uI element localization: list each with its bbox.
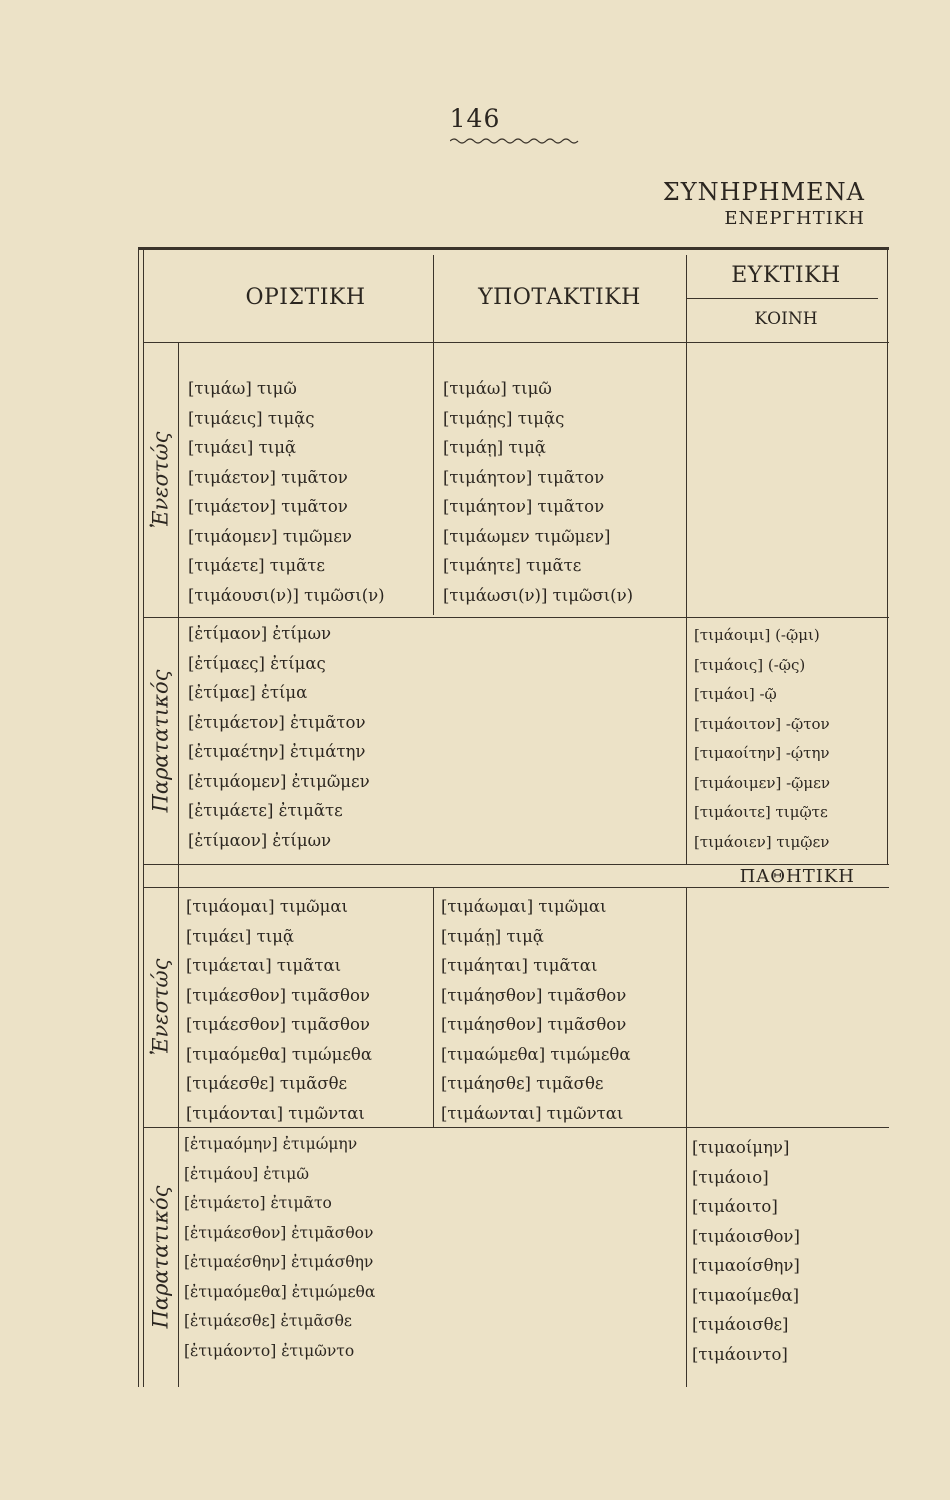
form-cell: [τιμάωσι(ν)] τιμῶσι(ν) [443,585,634,605]
form-cell: [τιμάεσθον] τιμᾶσθον [186,985,370,1005]
form-cell: [ἐτιμαέσθην] ἐτιμάσθην [184,1253,374,1271]
conjugation-table [138,247,889,1387]
form-cell: [τιμάετε] τιμᾶτε [188,556,325,575]
form-cell: [τιμαοίμεθα] [692,1285,800,1305]
form-cell: [τιμάητε] τιμᾶτε [443,556,582,575]
passive-voice-label: ΠΑΘΗΤΙΚΗ [739,866,855,887]
form-cell: [ἐτιμάετον] ἐτιμᾶτον [188,712,366,732]
form-cell: [τιμαώμεθα] τιμώμεθα [441,1044,631,1064]
column-header-indicative: ΟΡΙΣΤΙΚΗ [245,285,366,310]
form-cell: [ἐτιμαέτην] ἐτιμάτην [188,742,366,761]
form-cell: [τιμαοίμην] [692,1138,790,1157]
form-cell: [τιμάει] τιμᾷ [188,438,297,457]
form-cell: [τιμάοις] (-ῷς) [694,655,806,674]
form-cell: [τιμάει] τιμᾷ [186,926,295,946]
passive-present-label: Ἐνεστώς [148,958,173,1056]
form-cell: [τιμάονται] τιμῶνται [186,1103,365,1123]
form-cell: [τιμαοίσθην] [692,1256,800,1275]
form-cell: [τιμάεις] τιμᾷς [188,408,315,428]
form-cell: [τιμάεσθε] τιμᾶσθε [186,1074,348,1093]
form-cell: [ἐτιμάοντο] ἐτιμῶντο [184,1341,355,1360]
title-main: ΣΥΝΗΡΗΜΕΝΑ [662,178,865,206]
active-present-subjunctive-list [443,374,633,610]
form-cell: [τιμάοιμεν] -ῷμεν [694,773,831,792]
column-header-optative-sub: ΚΟΙΝΗ [754,309,818,329]
form-cell: [ἐτίμαον] ἐτίμων [188,830,332,850]
form-cell: [τιμαόμεθα] τιμώμεθα [186,1044,372,1064]
form-cell: [τιμάῃς] τιμᾷς [443,408,565,428]
form-cell: [ἐτίμαε] ἐτίμα [188,683,308,702]
form-cell: [τιμάησθον] τιμᾶσθον [441,1015,627,1034]
form-cell: [ἐτιμάετο] ἐτιμᾶτο [184,1194,332,1212]
active-imperfect-label: Παρατατικός [148,669,173,812]
form-cell: [ἐτιμαόμεθα] ἐτιμώμεθα [184,1282,376,1301]
form-cell: [τιμάομαι] τιμῶμαι [186,897,348,916]
page-number: 146 [449,104,501,133]
form-cell: [τιμάω] τιμῶ [188,379,297,398]
form-cell: [τιμάοιτο] [692,1197,778,1216]
ornamental-rule [450,136,580,146]
column-header-optative: ΕΥΚΤΙΚΗ [731,263,841,288]
form-cell: [ἐτιμάου] ἐτιμῶ [184,1164,309,1183]
form-cell: [ἐτίμαον] ἐτίμων [188,624,332,643]
form-cell: [ἐτιμαόμην] ἐτιμώμην [184,1135,358,1153]
form-cell: [τιμάω] τιμῶ [443,379,552,398]
form-cell: [τιμάετον] τιμᾶτον [188,497,348,516]
form-cell: [τιμάωμαι] τιμῶμαι [441,897,607,916]
form-cell: [τιμάοιτον] -ῷτον [694,714,830,733]
form-cell: [τιμαοίτην] -ῴτην [694,744,830,762]
form-cell: [τιμάωμεν τιμῶμεν] [443,526,611,546]
form-cell: [ἐτίμαες] ἐτίμας [188,653,326,673]
active-present-indicative-list [188,374,385,610]
column-header-subjunctive: ΥΠΟΤΑΚΤΙΚΗ [478,285,641,310]
active-imperfect-indicative-list [188,619,370,855]
passive-imperfect-label: Παρατατικός [148,1185,173,1329]
form-cell: [τιμάοιτε] τιμῷτε [694,803,828,821]
form-cell: [τιμάησθον] τιμᾶσθον [441,985,627,1005]
active-present-label: Ἐνεστώς [148,431,173,528]
form-cell: [τιμάητον] τιμᾶτον [443,497,605,516]
form-cell: [τιμάομεν] τιμῶμεν [188,526,352,546]
form-cell: [τιμάοιμι] (-ῷμι) [694,626,820,644]
form-cell: [τιμάῃ] τιμᾷ [441,926,544,946]
form-cell: [τιμάετον] τιμᾶτον [188,467,348,487]
form-cell: [τιμάηται] τιμᾶται [441,956,598,975]
form-cell: [τιμάεσθον] τιμᾶσθον [186,1015,370,1034]
form-cell: [τιμάεται] τιμᾶται [186,956,342,975]
form-cell: [τιμάουσι(ν)] τιμῶσι(ν) [188,585,385,605]
form-cell: [τιμάοι] -ῷ [694,685,777,703]
form-cell: [τιμάοισθον] [692,1226,800,1246]
form-cell: [τιμάοιεν] τιμῷεν [694,832,830,851]
form-cell: [τιμάοιντο] [692,1344,788,1364]
form-cell: [τιμάοιο] [692,1167,769,1187]
form-cell: [τιμάητον] τιμᾶτον [443,467,605,487]
active-imperfect-optative-list [694,621,830,857]
form-cell: [τιμάησθε] τιμᾶσθε [441,1074,604,1093]
form-cell: [ἐτιμάετε] ἐτιμᾶτε [188,801,343,820]
form-cell: [τιμάοισθε] [692,1315,789,1334]
title-sub: ΕΝΕΡΓΗΤΙΚΗ [724,208,865,229]
form-cell: [τιμάωνται] τιμῶνται [441,1103,624,1123]
form-cell: [ἐτιμάεσθε] ἐτιμᾶσθε [184,1312,352,1330]
form-cell: [τιμάῃ] τιμᾷ [443,438,546,457]
form-cell: [ἐτιμάομεν] ἐτιμῶμεν [188,771,370,791]
form-cell: [ἐτιμάεσθον] ἐτιμᾶσθον [184,1223,374,1242]
